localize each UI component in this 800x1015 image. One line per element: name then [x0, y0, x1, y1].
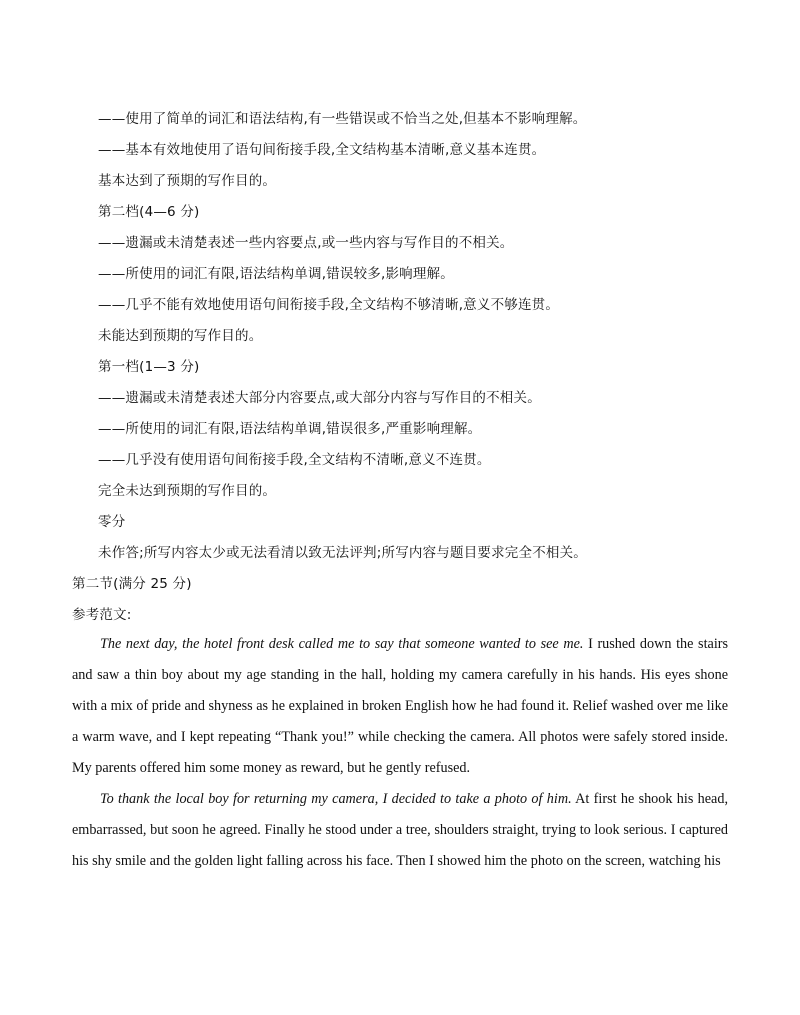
level2-criterion-4: 未能达到预期的写作目的。 — [98, 328, 263, 344]
sample-paragraph-2 — [72, 784, 728, 877]
sample-paragraph-1 — [72, 629, 728, 784]
section2-heading: 第二节(满分 25 分) — [72, 576, 192, 592]
level0-heading: 零分 — [98, 514, 126, 530]
paragraph-2-lead: To thank the local boy for returning my camera, I decided to take a photo of him. — [100, 791, 572, 807]
level1-criterion-4: 完全未达到预期的写作目的。 — [98, 483, 277, 499]
paragraph-1-lead: The next day, the hotel front desk called me to say that someone wanted to see me. — [100, 636, 584, 652]
paragraph-2-body: At first he shook his head, embarrassed, but soon he agreed. Finally he stood under a tree, shoulders straight, trying to look serious. I captured his shy smile and the golden light falling across his face. Then I showed him the photo on the screen, watching his — [72, 791, 728, 869]
level0-criterion-1: 未作答;所写内容太少或无法看清以致无法评判;所写内容与题目要求完全不相关。 — [98, 545, 587, 561]
level1-heading: 第一档(1—3 分) — [98, 359, 200, 375]
level3-criterion-2: ——基本有效地使用了语句间衔接手段,全文结构基本清晰,意义基本连贯。 — [98, 142, 546, 158]
level3-criterion-3: 基本达到了预期的写作目的。 — [98, 173, 277, 189]
level1-criterion-3: ——几乎没有使用语句间衔接手段,全文结构不清晰,意义不连贯。 — [98, 452, 491, 468]
level1-criterion-2: ——所使用的词汇有限,语法结构单调,错误很多,严重影响理解。 — [98, 421, 482, 437]
level2-criterion-3: ——几乎不能有效地使用语句间衔接手段,全文结构不够清晰,意义不够连贯。 — [98, 297, 560, 313]
level2-heading: 第二档(4—6 分) — [98, 204, 200, 220]
paragraph-1-body: I rushed down the stairs and saw a thin boy about my age standing in the hall, holding my camera carefully in his hands. His eyes shone with a mix of pride and shyness as he explained in broken English how he had found it. Relief washed over me like a warm wave, and I kept repeating “Thank you!” while checking the camera. All photos were safely stored inside. My parents offered him some money as reward, but he gently refused. — [72, 636, 729, 776]
level2-criterion-1: ——遗漏或未清楚表述一些内容要点,或一些内容与写作目的不相关。 — [98, 235, 514, 251]
level1-criterion-1: ——遗漏或未清楚表述大部分内容要点,或大部分内容与写作目的不相关。 — [98, 390, 541, 406]
sample-essay-label: 参考范文: — [72, 607, 132, 623]
level3-criterion-1: ——使用了简单的词汇和语法结构,有一些错误或不恰当之处,但基本不影响理解。 — [98, 111, 587, 127]
level2-criterion-2: ——所使用的词汇有限,语法结构单调,错误较多,影响理解。 — [98, 266, 454, 282]
